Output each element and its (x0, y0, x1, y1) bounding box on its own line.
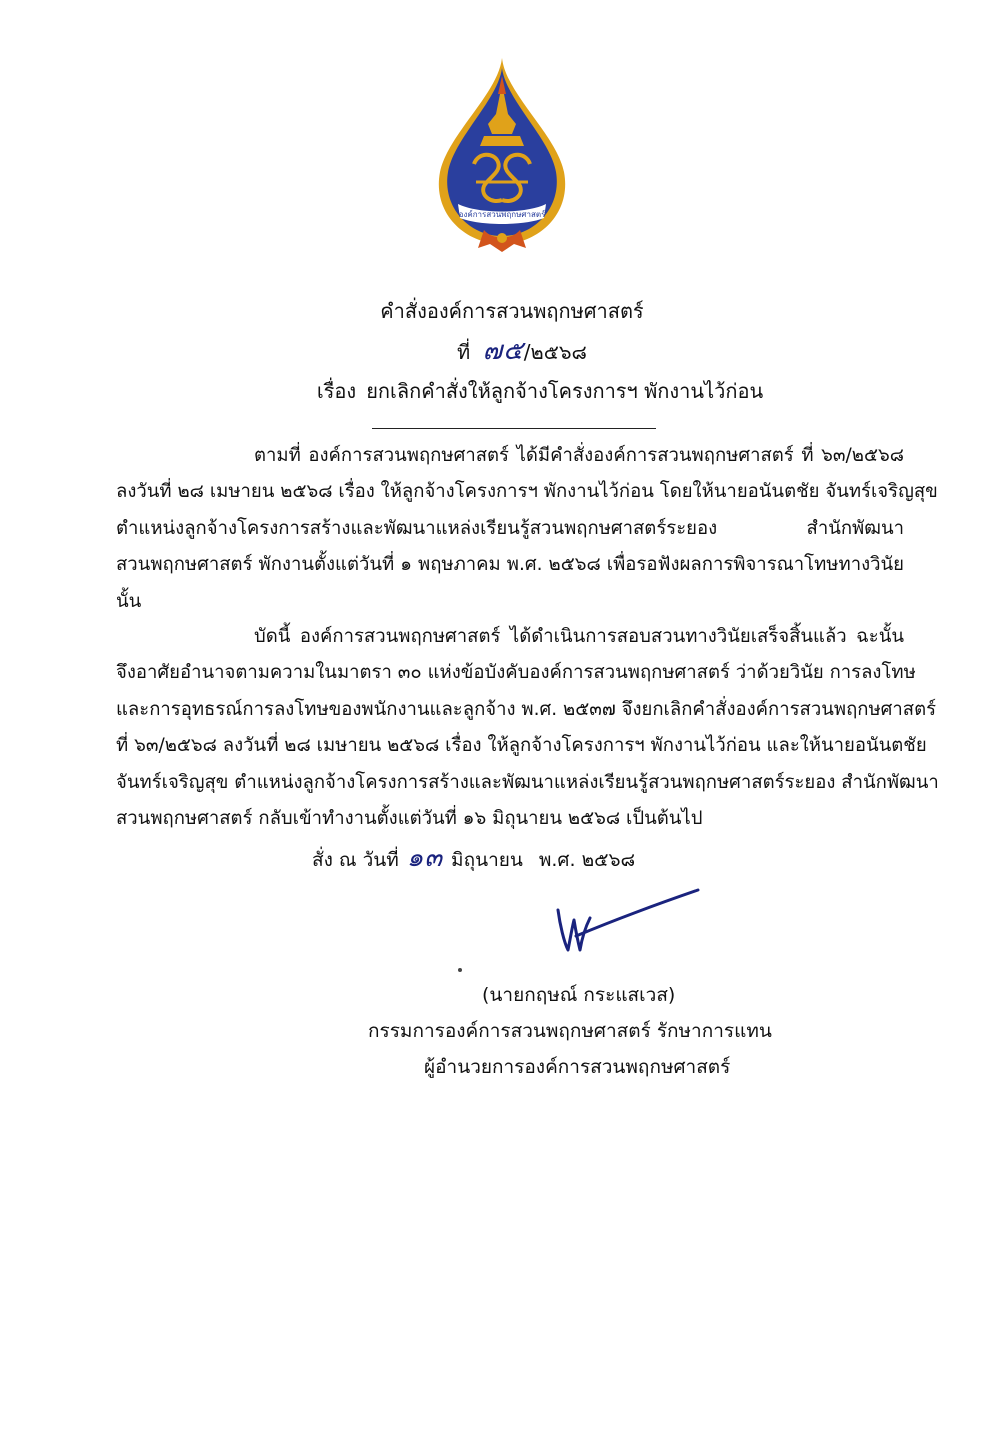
organization-emblem-logo (428, 54, 576, 254)
paragraph-line: ตำแหน่งลูกจ้างโครงการสร้างและพัฒนาแหล่งเรียนรู้สวนพฤกษศาสตร์ระยอง สำนักพัฒนา (116, 517, 904, 539)
paragraph-line: และการอุทธรณ์การลงโทษของพนักงานและลูกจ้าง พ.ศ. ๒๕๓๗ จึงยกเลิกคำสั่งองค์การสวนพฤกษศาสตร์ (116, 698, 937, 720)
emblem-banner-text: องค์การสวนพฤกษศาสตร์ (458, 210, 546, 219)
header-divider (372, 428, 656, 429)
paragraph-line: นั้น (116, 590, 142, 612)
paragraph-line: จึงอาศัยอำนาจตามความในมาตรา ๓๐ แห่งข้อบังคับองค์การสวนพฤกษศาสตร์ ว่าด้วยวินัย การลงโทษ (116, 662, 916, 684)
paragraph-line: ตามที่ องค์การสวนพฤกษศาสตร์ ได้มีคำสั่งองค์การสวนพฤกษศาสตร์ ที่ ๖๓/๒๕๖๘ (254, 445, 904, 466)
handwritten-signature (550, 880, 710, 960)
date-day-handwritten: ๑๓ (406, 843, 444, 873)
signatory-role: กรรมการองค์การสวนพฤกษศาสตร์ รักษาการแทน (368, 1020, 772, 1042)
body-paragraph-1 (116, 438, 938, 620)
paragraph-line: บัดนี้ องค์การสวนพฤกษศาสตร์ ได้ดำเนินการสอบสวนทางวินัยเสร็จสิ้นแล้ว ฉะนั้น (254, 626, 904, 647)
order-date (312, 845, 635, 873)
subject-label: เรื่อง (316, 379, 357, 403)
paragraph-line: ที่ ๖๓/๒๕๖๘ ลงวันที่ ๒๘ เมษายน ๒๕๖๘ เรื่อง ให้ลูกจ้างโครงการฯ พักงานไว้ก่อน และให้นายอนันตชัย (116, 735, 927, 757)
order-number-suffix: /๒๕๖๘ (523, 340, 587, 364)
signatory-name: (นายกฤษณ์ กระแสเวส) (482, 984, 676, 1006)
signatory-role-acting-for: ผู้อำนวยการองค์การสวนพฤกษศาสตร์ (424, 1056, 731, 1078)
body-paragraph-2 (116, 619, 939, 837)
order-number-prefix: ที่ (457, 340, 471, 364)
subject-text: ยกเลิกคำสั่งให้ลูกจ้างโครงการฯ พักงานไว้ก่อน (366, 379, 764, 403)
order-number (20, 338, 1004, 365)
date-month: มิถุนายน (451, 849, 523, 871)
date-prefix: สั่ง ณ วันที่ (312, 849, 399, 871)
paragraph-line: จันทร์เจริญสุข ตำแหน่งลูกจ้างโครงการสร้างและพัฒนาแหล่งเรียนรู้สวนพฤกษศาสตร์ระยอง สำนักพัฒนา (116, 771, 939, 793)
paragraph-line: สวนพฤกษศาสตร์ พักงานตั้งแต่วันที่ ๑ พฤษภาคม พ.ศ. ๒๕๖๘ เพื่อรอฟังผลการพิจารณาโทษทางวินัย (116, 554, 904, 576)
paragraph-line: สวนพฤกษศาสตร์ กลับเข้าทำงานตั้งแต่วันที่ ๑๖ มิถุนายน ๒๕๖๘ เป็นต้นไป (116, 808, 703, 830)
order-number-handwritten: ๗๕ (482, 336, 524, 366)
order-title: คำสั่งองค์การสวนพฤกษศาสตร์ (380, 299, 644, 323)
order-subject (38, 378, 1004, 404)
date-year: พ.ศ. ๒๕๖๘ (538, 849, 636, 871)
paragraph-line: ลงวันที่ ๒๘ เมษายน ๒๕๖๘ เรื่อง ให้ลูกจ้างโครงการฯ พักงานไว้ก่อน โดยให้นายอนันตชัย จันทร์เจริญสุข (116, 481, 938, 503)
ink-dot (458, 968, 462, 972)
